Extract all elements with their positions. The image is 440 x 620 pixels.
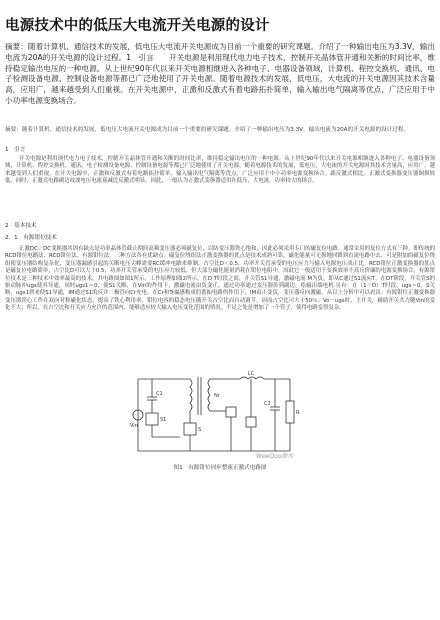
label-nr: Nr <box>214 393 220 399</box>
label-s: S <box>198 427 202 433</box>
paragraph-intro: 开关电源是利用现代电力电子技术，控制开关晶体管开通和关断的时间比率，维持稳定输出电压的一种电源。从上世纪90年代以来开关电源相继进入各种电子、电器设备领域，计算机、程控交换机、通讯、电子检测设备电源、控制设备电源等都已广泛地使用了开关电源。随着电源技术的发展，低电压，大电流的开关电源因其技术含量高，应用广，越来越受到人们重视。在开关电源中，正激和反激式有着电路拓扑简单，输入输出电气隔离等优点，广泛应用于中小功率电源变换场合。跟反激式相比，正激式变换器变压器铜损较低，同时，正激式电路副边纹波电压电流衰减比反激式明显，因此，一般认为正激式变换器适用在低压，大电流，功率较大的场合。 <box>5 156 435 185</box>
section-heading-clamp: 2．1 有源钳位技术 <box>5 235 57 241</box>
paragraph-clamp: 正激DC／DC变换器其固有缺点是功率晶体管截止期间高频变压器必须磁复位，以防变压器铁心饱和，因此必须采用专门的磁复位电路。通常采用的复位方式有三种，即传统的RCD钳位电路法、RCD钳位法、有源钳位法。三种方法各有优缺点：磁复位绕组法正激变换器的优点是技术成熟可靠，磁化能量可无损地回馈到直流电路中去，可是附加的磁复位绕组使变压器结构复杂化，变压器漏感引起的关断电压尖峰需要RC缓冲电路来抑制，占空比D＜0.5，功率开关管承受的电压应力与输入电源电压成正比。RCD钳位正激变换器的优点是磁复位电路简单，占空比D可以大于0.5，功率开关管承受的电压应力较低，但大部分磁化能量消耗在钳位电阻中，因此它一般适用于变换效率不高且价廉的电源变换场合。有源钳位技术是三种技术中效率最高的技术，其电路图如图1所示，工作原理如图2所示。在D T时段之间，开关管S1导通，激磁电流 M为负，即从C通过S1流向T，在DT阶段，开关管S的驱动脉冲ugs使其导通，同时ugs1＝0，使S1关断，在Vin的作用下，激磁电流由负变正，通过功率通过变压器传到副边，绘输出端电机.另有：在（1－D）T时段，ugs＝0，S关断，ugs1到来使S1导通，IM通过S1的反并二极管向Cr充电，在Cr和Tr漏感构成的谐振电路的作用下，IM由正变负，变压器反向激磁，从以上分析中可以看出：有源钳位正激变换器变压器铁心工作在双向对称磁化状态，提高了铁心利用率，钳位电容的稳态电压随开关占空比而自动调节，因而占空比可大于50％；Vo－ugs时，主开关，辅助开关共力随Vin的变化不大；所以，在占空比和开关应力允许的范围内，能够适应较大输入电压变化范围的情况。不足之处是增加了一个管子，使得电路变得复杂。 <box>5 246 435 312</box>
section-heading-basic: 2 基本技术 <box>5 223 37 229</box>
abstract-large: 摘要：随着计算机、通信技术的发展，低电压大电流开关电源成为目前一个重要的研究课题。介绍了一种输出电压为3.3V，输出电流为20A的开关电源的设计过程。1 引言 开关电源是利用现代电力电子技术，控制开关晶体管开通和关断的时间比率，维持稳定输出电压的一种电源。从上世纪90年代以来开关电源相继进入各种电子、电器设备领域，计算机、程控交换机、通讯、电子检测设备电源、控制设备电源等都已广泛地使用了开关电源。随着电源技术的发展，低电压，大电流的开关电源因其技术含量高，应用广，越来越受到人们重视。在开关电源中，正激和反激式有着电路拓扑简单，输入输出电气隔离等优点，广泛应用于中小功率电源变换场合。 <box>5 42 435 105</box>
figure-caption: 图1 有源钳位同步整流正激式电路图 <box>173 465 267 471</box>
abstract-small: 摘要：随着计算机、通信技术的发展，低电压大电流开关电源成为目前一个重要的研究课题。介绍了一种输出电压为3.3V，输出电流为20A的开关电源的设计过程。 <box>5 127 410 133</box>
label-r: R <box>296 410 300 416</box>
section-heading-intro: 1 引言 <box>5 147 26 153</box>
circuit-figure <box>130 367 310 459</box>
label-c2: C2 <box>264 401 271 407</box>
label-s1: S1 <box>160 417 167 423</box>
circuit-diagram <box>130 367 310 459</box>
figure-watermark: WeeQoo维库 <box>256 453 294 460</box>
page-title: 电源技术中的低压大电流开关电源的设计 <box>5 18 270 34</box>
label-lc: LC <box>248 371 255 377</box>
label-vin: Vin <box>130 423 138 429</box>
label-c1: C1 <box>156 391 163 397</box>
